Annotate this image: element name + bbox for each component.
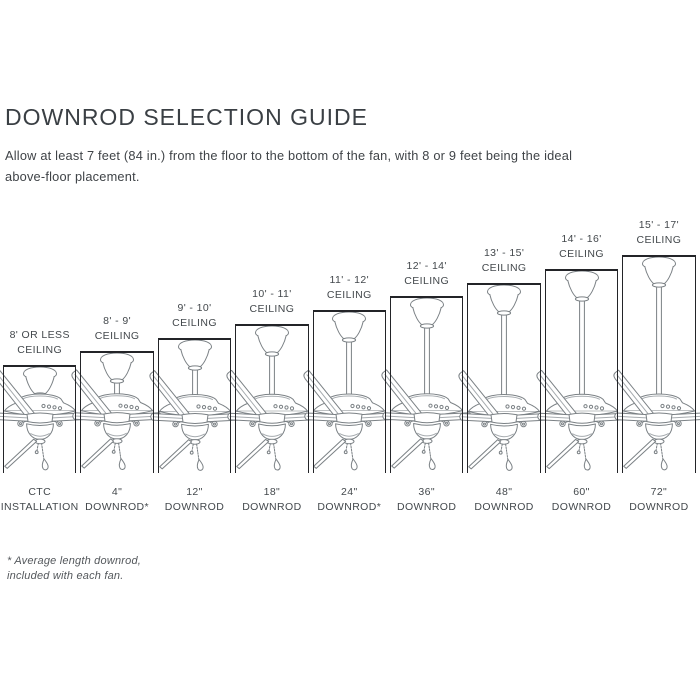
ceiling-height-line: CEILING — [94, 330, 140, 343]
downrod-size-line: 12" — [186, 486, 203, 498]
downrod-size-line: DOWNROD* — [317, 500, 382, 513]
downrod-size-line: 60" — [573, 486, 590, 498]
downrod-size-line: DOWNROD — [164, 500, 225, 513]
downrod-size-line: DOWNROD* — [85, 500, 150, 513]
ceiling-height-line: CEILING — [326, 289, 372, 301]
ceiling-height-line: 12' - 14' — [406, 260, 447, 273]
downrod-size-line: 48" — [495, 486, 513, 498]
ceiling-height-line: 10' - 11' — [252, 287, 292, 300]
ceiling-height-line: CEILING — [172, 316, 217, 329]
ceiling-height-line: CEILING — [249, 302, 295, 315]
ceiling-height-line: 13' - 15' — [483, 246, 525, 259]
description-line-2: above-floor placement. — [5, 168, 140, 184]
ceiling-height-label — [611, 218, 700, 248]
downrod-size-line: INSTALLATION — [0, 500, 79, 513]
downrod-size-line: 18" — [263, 486, 281, 498]
ceiling-height-line: 15' - 17' — [638, 219, 680, 231]
ceiling-height-line: CEILING — [17, 344, 63, 356]
ceiling-height-line: CEILING — [636, 234, 682, 246]
downrod-size-line: 4" — [111, 486, 123, 498]
ceiling-height-line: 8' - 9' — [103, 315, 131, 328]
description-line-1: Allow at least 7 feet (84 in.) from the floor to the bottom of the fan, with 8 or 9 feet being the ideal — [5, 148, 573, 163]
downrod-size-line: DOWNROD — [396, 500, 457, 513]
page-title: DOWNROD SELECTION GUIDE — [5, 104, 368, 130]
downrod-size-line: 72" — [650, 486, 668, 498]
ceiling-height-line: CEILING — [404, 275, 450, 288]
downrod-size-line: 24" — [340, 486, 358, 498]
footnote-line-1: * Average length downrod, — [7, 555, 142, 567]
ceiling-height-line: 9' - 10' — [177, 301, 212, 314]
downrod-size-line: DOWNROD — [629, 500, 689, 513]
downrod-size-line: DOWNROD — [551, 500, 612, 513]
ceiling-height-line: CEILING — [481, 261, 527, 274]
ceiling-height-line: 8' OR LESS — [9, 329, 70, 341]
ceiling-height-line: 14' - 16' — [561, 232, 602, 245]
ceiling-height-line: CEILING — [559, 247, 604, 260]
downrod-size-line: CTC — [28, 486, 52, 498]
ceiling-height-line: 11' - 12' — [329, 274, 370, 286]
footnote-line-2: included with each fan. — [7, 569, 124, 582]
footnote — [7, 554, 141, 583]
downrod-size-label — [611, 485, 700, 514]
downrod-size-line: DOWNROD — [242, 500, 302, 513]
downrod-size-line: 36" — [418, 486, 435, 498]
downrod-size-line: DOWNROD — [474, 500, 534, 513]
